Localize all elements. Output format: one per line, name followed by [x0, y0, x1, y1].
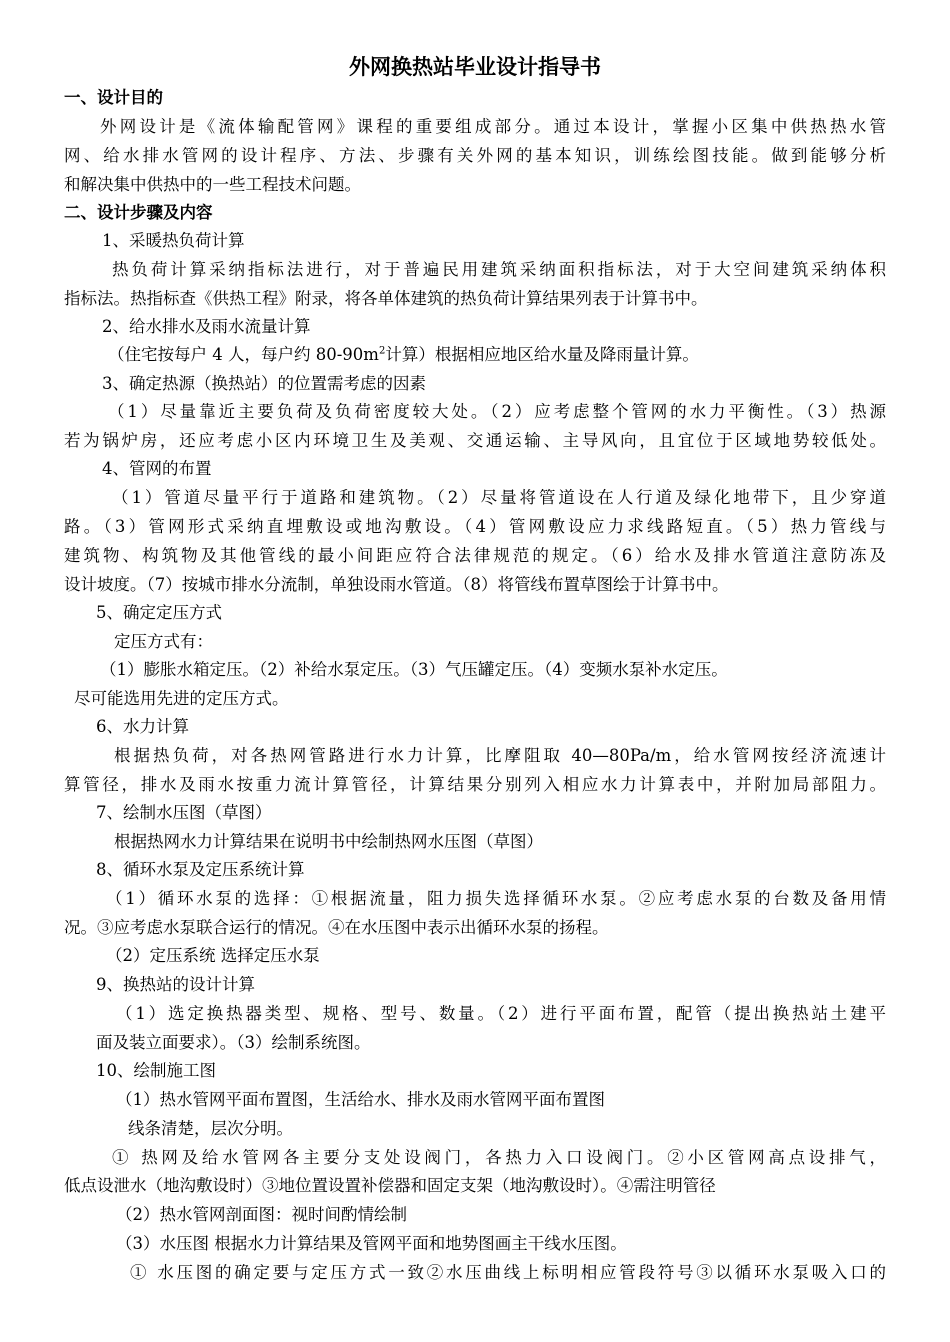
- paragraph-line: 定压方式有：: [114, 632, 213, 651]
- paragraph-line: 况。③应考虑水泵联合运行的情况。④在水压图中表示出循环水泵的扬程。: [64, 918, 609, 937]
- step-heading: 4、管网的布置: [102, 459, 212, 478]
- paragraph-line: 外网设计是《流体输配管网》课程的重要组成部分。通过本设计，掌握小区集中供热热水管: [100, 117, 886, 136]
- paragraph-line: （2）热水管网剖面图：视时间酌情绘制: [116, 1205, 407, 1224]
- step-heading: 1、采暖热负荷计算: [102, 231, 245, 250]
- paragraph-line: [108, 341, 699, 369]
- paragraph-line: 路。（3）管网形式采纳直埋敷设或地沟敷设。（4）管网敷设应力求线路短直。（5）热力管线与: [64, 517, 886, 536]
- text-segment: 计算）根据相应地区给水量及降雨量计算。: [385, 345, 699, 364]
- paragraph-line: 面及装立面要求）。（3）绘制系统图。: [96, 1033, 371, 1052]
- paragraph-line: （3）水压图 根据水力计算结果及管网平面和地势图画主干线水压图。: [116, 1234, 627, 1253]
- paragraph-line: （1）循环水泵的选择：①根据流量，阻力损失选择循环水泵。②应考虑水泵的台数及备用情: [106, 889, 886, 908]
- step-heading: 5、确定定压方式: [96, 603, 222, 622]
- paragraph-line: ① 水压图的确定要与定压方式一致②水压曲线上标明相应管段符号③以循环水泵吸入口的: [130, 1263, 886, 1282]
- text-segment: （住宅按每户 4 人，每户约 80-90m: [108, 345, 379, 364]
- paragraph-line: 根据热负荷，对各热网管路进行水力计算，比摩阻取 40—80Pa/m，给水管网按经济流速计: [114, 746, 886, 765]
- paragraph-line: 热负荷计算采纳指标法进行，对于普遍民用建筑采纳面积指标法，对于大空间建筑采纳体积: [112, 260, 886, 279]
- paragraph-line: 算管径，排水及雨水按重力流计算管径，计算结果分别列入相应水力计算表中，并附加局部阻力。: [64, 775, 886, 794]
- paragraph-line: 线条清楚，层次分明。: [128, 1119, 293, 1138]
- paragraph-line: 网、给水排水管网的设计程序、方法、步骤有关外网的基本知识，训练绘图技能。做到能够分析: [64, 146, 886, 165]
- section-heading-purpose: 一、设计目的: [64, 88, 163, 107]
- paragraph-line: （1）热水管网平面布置图，生活给水、排水及雨水管网平面布置图: [116, 1090, 605, 1109]
- paragraph-line: 和解决集中供热中的一些工程技术问题。: [64, 175, 361, 194]
- paragraph-line: 根据热网水力计算结果在说明书中绘制热网水压图（草图）: [114, 832, 543, 851]
- step-heading: 6、水力计算: [96, 717, 189, 736]
- step-heading: 8、循环水泵及定压系统计算: [96, 860, 305, 879]
- paragraph-line: （1）膨胀水箱定压。（2）补给水泵定压。（3）气压罐定压。（4）变频水泵补水定压。: [100, 660, 728, 679]
- paragraph-line: （2）定压系统 选择定压水泵: [106, 946, 320, 965]
- document-title: 外网换热站毕业设计指导书: [349, 54, 601, 79]
- paragraph-line: ① 热网及给水管网各主要分支处设阀门，各热力入口设阀门。②小区管网高点设排气，: [112, 1148, 886, 1167]
- step-heading: 2、给水排水及雨水流量计算: [102, 317, 311, 336]
- paragraph-line: 若为锅炉房，还应考虑小区内环境卫生及美观、交通运输、主导风向，且宜位于区域地势较低处。: [64, 431, 886, 450]
- section-heading-steps: 二、设计步骤及内容: [64, 203, 213, 222]
- step-heading: 10、绘制施工图: [96, 1061, 216, 1080]
- paragraph-line: 建筑物、构筑物及其他管线的最小间距应符合法律规范的规定。（6）给水及排水管道注意防冻及: [64, 546, 886, 565]
- step-heading: 3、确定热源（换热站）的位置需考虑的因素: [102, 374, 426, 393]
- superscript: 2: [378, 345, 386, 357]
- paragraph-line: （1）管道尽量平行于道路和建筑物。（2）尽量将管道设在人行道及绿化地带下，且少穿道: [112, 488, 886, 507]
- paragraph-line: 尽可能选用先进的定压方式。: [74, 689, 289, 708]
- step-heading: 7、绘制水压图（草图）: [96, 803, 272, 822]
- paragraph-line: 指标法。热指标查《供热工程》附录，将各单体建筑的热负荷计算结果列表于计算书中。: [64, 289, 708, 308]
- paragraph-line: （1）选定换热器类型、规格、型号、数量。（2）进行平面布置，配管（提出换热站土建平: [116, 1004, 886, 1023]
- step-heading: 9、换热站的设计计算: [96, 975, 255, 994]
- paragraph-line: 低点设泄水（地沟敷设时）③地位置设置补偿器和固定支架（地沟敷设时）。④需注明管径: [64, 1176, 716, 1195]
- paragraph-line: 设计坡度。（7）按城市排水分流制，单独设雨水管道。（8）将管线布置草图绘于计算书中。: [64, 575, 729, 594]
- paragraph-line: （1）尽量靠近主要负荷及负荷密度较大处。（2）应考虑整个管网的水力平衡性。（3）热源: [108, 402, 886, 421]
